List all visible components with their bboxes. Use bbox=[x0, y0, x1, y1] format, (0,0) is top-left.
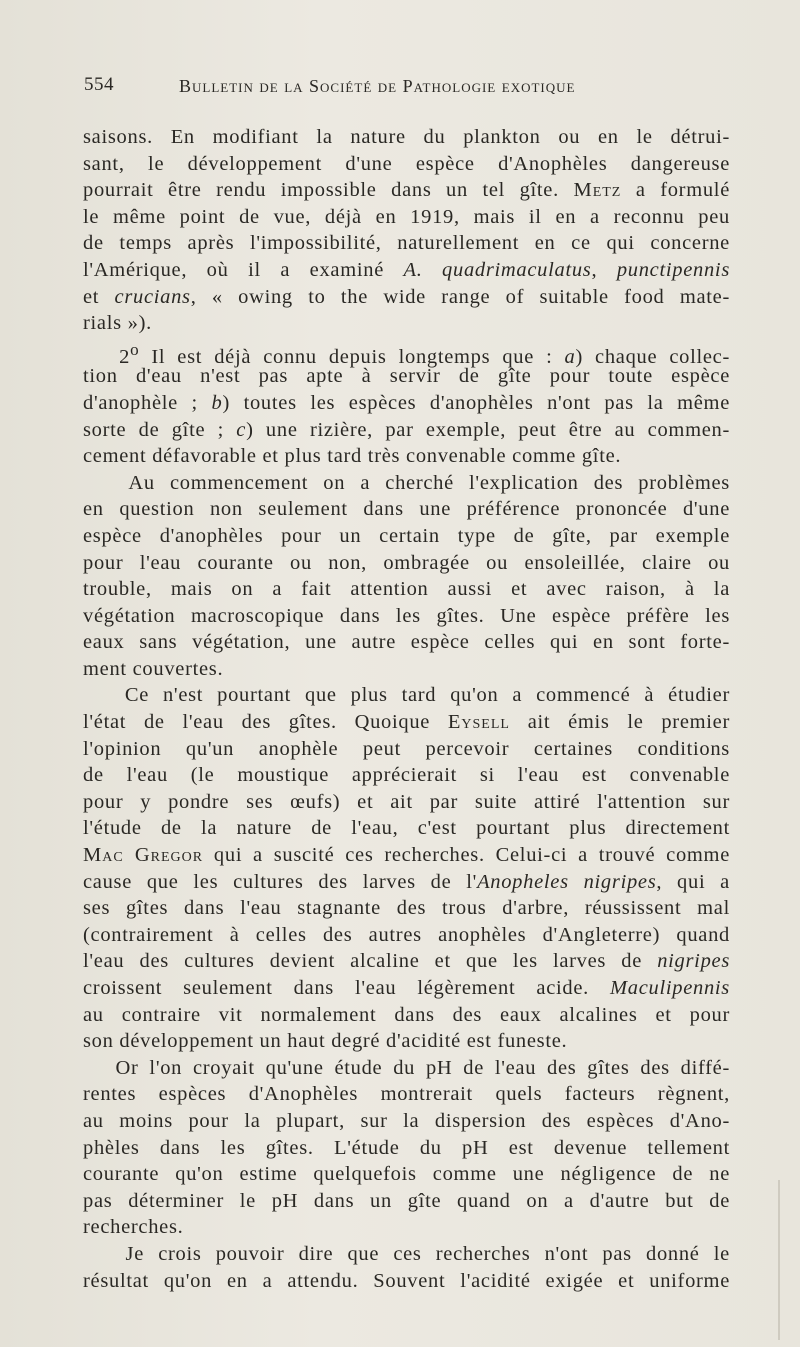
text-line: recherches. bbox=[83, 1216, 184, 1239]
text-line: cause que les cultures des larves de l'Anopheles nigripes, qui a bbox=[83, 870, 730, 893]
text-line: ment couvertes. bbox=[83, 657, 224, 680]
text-line: l'étude de la nature de l'eau, c'est pourtant plus directement bbox=[83, 817, 730, 840]
text-line: le même point de vue, déjà en 1919, mais il en a reconnu peu bbox=[83, 205, 730, 228]
text-line: eaux sans végétation, une autre espèce celles qui en sont forte- bbox=[83, 631, 730, 654]
text-line: son développement un haut degré d'acidité est funeste. bbox=[83, 1030, 568, 1053]
text-line: pourrait être rendu impossible dans un tel gîte. Metz a formulé bbox=[83, 179, 731, 202]
text-line: Or l'on croyait qu'une étude du pH de l'eau des gîtes des diffé- bbox=[115, 1056, 730, 1079]
text-line: Je crois pouvoir dire que ces recherches n'ont pas donné le bbox=[125, 1242, 730, 1265]
body-text bbox=[83, 124, 730, 1294]
running-title: Bulletin de la Société de Pathologie exotique bbox=[179, 76, 576, 96]
text-line: pour l'eau courante ou non, ombragée ou ensoleillée, claire ou bbox=[83, 551, 730, 574]
text-line: au contraire vit normalement dans des eaux alcalines et pour bbox=[83, 1003, 730, 1026]
text-line: trouble, mais on a fait attention aussi et avec raison, à la bbox=[83, 578, 730, 601]
text-line: l'état de l'eau des gîtes. Quoique Eysell ait émis le premier bbox=[83, 711, 730, 734]
text-line: l'eau des cultures devient alcaline et que les larves de nigripes bbox=[83, 950, 730, 973]
text-line: l'opinion qu'un anophèle peut percevoir certaines conditions bbox=[83, 737, 730, 760]
text-line: cement défavorable et plus tard très convenable comme gîte. bbox=[83, 445, 622, 468]
page-header bbox=[84, 74, 724, 106]
page-edge-shadow bbox=[778, 1180, 780, 1340]
text-line: résultat qu'on en a attendu. Souvent l'acidité exigée et uniforme bbox=[83, 1269, 730, 1292]
text-line: sant, le développement d'une espèce d'Anophèles dangereuse bbox=[83, 152, 730, 175]
text-line: Au commencement on a cherché l'explication des problèmes bbox=[128, 471, 730, 494]
text-line: espèce d'anophèles pour un certain type de gîte, par exemple bbox=[83, 524, 730, 547]
text-line: sorte de gîte ; c) une rizière, par exemple, peut être au commen- bbox=[83, 418, 730, 441]
text-line: croissent seulement dans l'eau légèrement acide. Maculipennis bbox=[83, 977, 730, 999]
text-line: au moins pour la plupart, sur la dispersion des espèces d'Ano- bbox=[83, 1109, 730, 1132]
text-line: l'Amérique, où il a examiné A. quadrimaculatus, punctipennis bbox=[83, 258, 730, 281]
text-line: saisons. En modifiant la nature du plankton ou en le détrui- bbox=[83, 126, 730, 148]
text-line: Mac Gregor qui a suscité ces recherches. Celui-ci a trouvé comme bbox=[83, 844, 730, 867]
text-line: ses gîtes dans l'eau stagnante des trous d'arbre, réussissent mal bbox=[83, 897, 730, 920]
text-line: 2$^o$ Il est déjà connu depuis longtemps que : a) chaque collec- bbox=[83, 339, 730, 368]
text-line: rials »). bbox=[83, 312, 152, 335]
text-line: végétation macroscopique dans les gîtes. Une espèce préfère les bbox=[83, 604, 730, 627]
text-line: tion d'eau n'est pas apte à servir de gîte pour toute espèce bbox=[83, 365, 730, 388]
text-line: courante qu'on estime quelquefois comme une négligence de ne bbox=[83, 1163, 730, 1186]
text-line: de l'eau (le moustique apprécierait si l'eau est convenable bbox=[83, 764, 730, 787]
text-line: phèles dans les gîtes. L'étude du pH est devenue tellement bbox=[83, 1136, 730, 1159]
text-line: d'anophèle ; b) toutes les espèces d'anophèles n'ont pas la même bbox=[83, 391, 730, 414]
page-number: 554 bbox=[84, 74, 114, 95]
text-line: de temps après l'impossibilité, naturellement en ce qui concerne bbox=[83, 232, 730, 255]
text-line: rentes espèces d'Anophèles montrerait quels facteurs règnent, bbox=[83, 1083, 730, 1106]
text-line: pas déterminer le pH dans un gîte quand on a d'autre but de bbox=[83, 1189, 730, 1212]
text-line: pour y pondre ses œufs) et ait par suite attiré l'attention sur bbox=[83, 790, 730, 813]
text-line: (contrairement à celles des autres anophèles d'Angleterre) quand bbox=[83, 923, 730, 946]
text-line: et crucians, « owing to the wide range of suitable food mate- bbox=[83, 285, 730, 308]
text-line: en question non seulement dans une préférence prononcée d'une bbox=[83, 498, 730, 521]
text-line: Ce n'est pourtant que plus tard qu'on a commencé à étudier bbox=[124, 684, 730, 707]
